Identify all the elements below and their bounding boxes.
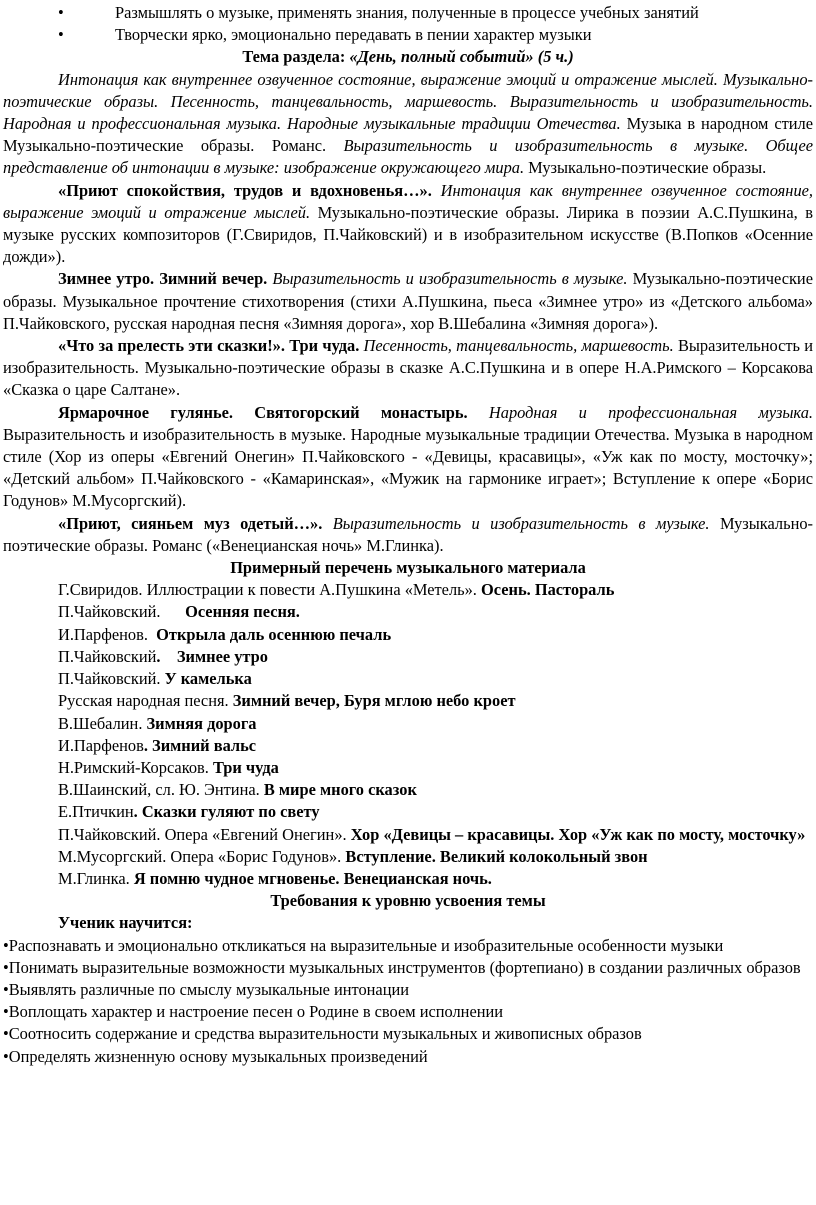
- repertoire-item: [3, 668, 813, 690]
- bullet-icon: •: [58, 3, 64, 22]
- bullet-icon: •: [3, 957, 9, 977]
- repertoire-work: Хор «Девицы – красавицы. Хор «Уж как по мосту, мосточку»: [350, 824, 806, 844]
- intro-plain-2: Музыкально-поэтические образы.: [524, 158, 767, 178]
- repertoire-composer: П.Чайковский: [58, 646, 157, 666]
- repertoire-work: Осень. Пастораль: [481, 580, 615, 600]
- repertoire-composer: И.Парфенов.: [58, 624, 157, 644]
- repertoire-composer: Н.Римский-Корсаков.: [58, 757, 213, 777]
- repertoire-item: [3, 713, 813, 735]
- repertoire-item: [3, 801, 813, 823]
- section-title: [3, 46, 813, 68]
- section-title-hours: (5 ч.): [533, 47, 574, 67]
- repertoire-composer: В.Шебалин.: [58, 713, 147, 733]
- repertoire-list: [3, 579, 813, 890]
- repertoire-composer: Г.Свиридов. Иллюстрации к повести А.Пушкина «Метель».: [58, 580, 482, 600]
- topic-italic: Выразительность и изобразительность в музыке.: [322, 513, 710, 533]
- repertoire-composer: М.Мусоргский. Опера «Борис Годунов».: [58, 846, 346, 866]
- repertoire-work: В мире много сказок: [263, 780, 417, 800]
- repertoire-composer: М.Глинка.: [58, 868, 134, 888]
- bullet-icon: •: [3, 979, 9, 999]
- repertoire-work: У камелька: [164, 669, 252, 689]
- repertoire-title: Примерный перечень музыкального материала: [230, 558, 586, 578]
- repertoire-work: Открыла даль осеннюю печаль: [156, 624, 392, 644]
- topic-paragraph: [3, 335, 813, 402]
- intro-italic-2: Выразительность и изобразительность в музыке. Общее представление об интонации в музыке: изображение окружающего мира.: [3, 136, 813, 178]
- topic-title: Ярмарочное гулянье. Святогорский монастырь.: [58, 402, 468, 422]
- intro-plain-1: Музыка в народном стиле Музыкально-поэтические образы. Романс.: [3, 114, 813, 156]
- repertoire-work: Три чуда: [212, 757, 279, 777]
- skill-text: Соотносить содержание и средства выразительности музыкальных и живописных образов: [8, 1024, 642, 1044]
- repertoire-item: [3, 690, 813, 712]
- skill-item: [3, 1046, 813, 1068]
- repertoire-work: Осенняя песня.: [185, 602, 300, 622]
- skill-item: [3, 979, 813, 1001]
- topic-paragraph: [3, 180, 813, 269]
- bullet-icon: •: [58, 25, 64, 45]
- topic-paragraph: [3, 513, 813, 557]
- repertoire-item: [3, 868, 813, 890]
- intro-italic-1: Интонация как внутреннее озвученное состояние, выражение эмоций и отражение мыслей. Музыкально-поэтические образы. Песенность, танцевальность, маршевость. Выразительность и изобразительность. Народная и профессиональная музыка. Народные музыкальные традиции Отечества.: [3, 69, 813, 134]
- topic-title: «Что за прелесть эти сказки!». Три чуда.: [58, 336, 360, 356]
- topic-title: Зимнее утро. Зимний вечер.: [58, 269, 268, 289]
- repertoire-item: [3, 624, 813, 646]
- repertoire-item: [3, 779, 813, 801]
- repertoire-item: [3, 601, 813, 623]
- repertoire-item: [3, 579, 813, 601]
- skill-item: [3, 935, 813, 957]
- topic-title: «Приют, сияньем муз одетый…».: [58, 513, 323, 533]
- topic-paragraph: [3, 268, 813, 335]
- intro-paragraph: [3, 69, 813, 180]
- bullet-icon: •: [3, 1002, 9, 1022]
- bullet-text: Размышлять о музыке, применять знания, полученные в процессе учебных занятий: [115, 3, 699, 22]
- repertoire-work: . Зимнее утро: [156, 646, 268, 666]
- section-title-prefix: Тема раздела:: [242, 47, 350, 67]
- skill-item: [3, 1001, 813, 1023]
- bullet-item: [3, 24, 813, 46]
- bullet-icon: •: [3, 935, 9, 955]
- topic-text: Музыкально-поэтические образы. Романс («Венецианская ночь» М.Глинка).: [3, 513, 813, 555]
- repertoire-item: [3, 824, 813, 846]
- repertoire-item: [3, 757, 813, 779]
- repertoire-item: [3, 735, 813, 757]
- repertoire-composer: П.Чайковский.: [58, 669, 165, 689]
- repertoire-item: [3, 646, 813, 668]
- repertoire-work: Зимний вечер, Буря мглою небо кроет: [232, 691, 516, 711]
- topic-italic: Интонация как внутреннее озвученное состояние, выражение эмоций и отражение мыслей.: [3, 180, 814, 222]
- skill-text: Понимать выразительные возможности музыкальных инструментов (фортепиано) в создании различных образов: [8, 957, 801, 977]
- skill-text: Выявлять различные по смыслу музыкальные интонации: [8, 979, 410, 999]
- repertoire-work: . Зимний вальс: [143, 735, 257, 755]
- bullet-item: [3, 2, 813, 24]
- repertoire-composer: П.Чайковский. Опера «Евгений Онегин».: [58, 824, 351, 844]
- topic-italic: Выразительность и изобразительность в музыке.: [267, 269, 628, 289]
- bullet-icon: •: [3, 1046, 9, 1066]
- repertoire-composer: В.Шаинский, сл. Ю. Энтина.: [58, 780, 264, 800]
- topic-italic: Народная и профессиональная музыка.: [467, 402, 813, 422]
- student-label: Ученик научится:: [58, 913, 193, 933]
- repertoire-composer: Русская народная песня.: [58, 691, 233, 711]
- skill-text: Распознавать и эмоционально откликаться на выразительные и изобразительные особенности музыки: [8, 935, 724, 955]
- skill-item: [3, 957, 813, 979]
- repertoire-work: . Сказки гуляют по свету: [133, 802, 320, 822]
- repertoire-work: Зимняя дорога: [146, 713, 257, 733]
- bullet-icon: •: [3, 1024, 9, 1044]
- repertoire-composer: И.Парфенов: [58, 735, 144, 755]
- topic-text: Выразительность и изобразительность. Музыкально-поэтические образы в сказке А.С.Пушкина и в опере Н.А.Римского – Корсакова «Сказка о царе Салтане».: [3, 336, 813, 400]
- topic-italic: Песенность, танцевальность, маршевость.: [359, 336, 674, 356]
- topic-text: Музыкально-поэтические образы. Музыкальное прочтение стихотворения (стихи А.Пушкина, пьеса «Зимнее утро» из «Детского альбома» П.Чайковского, русская народная песня «Зимняя дорога», хор В.Шебалина «Зимняя дорога»).: [3, 269, 813, 333]
- repertoire-work: Вступление. Великий колокольный звон: [345, 846, 648, 866]
- repertoire-work: Я помню чудное мгновенье. Венецианская ночь.: [133, 868, 492, 888]
- topic-text: Выразительность и изобразительность в музыке. Народные музыкальные традиции Отечества. Музыка в народном стиле (Хор из оперы «Евгений Онегин» П.Чайковского - «Девицы, красавицы», «Уж как по мосту, мосточку»; «Детский альбом» П.Чайковского - «Камаринская», «Мужик на гармонике играет»; Вступление к опере «Борис Годунов» М.Мусоргский).: [3, 424, 813, 511]
- skill-text: Определять жизненную основу музыкальных произведений: [8, 1046, 428, 1066]
- bullet-text: Творчески ярко, эмоционально передавать в пении характер музыки: [115, 25, 592, 45]
- topic-text: Музыкально-поэтические образы. Лирика в поэзии А.С.Пушкина, в музыке русских композиторов (Г.Свиридов, П.Чайковский) и в изобразительном искусстве (В.Попков «Осенние дожди»).: [3, 202, 813, 267]
- skills-list: [3, 935, 813, 1068]
- skill-item: [3, 1023, 813, 1045]
- requirements-title: Требования к уровню усвоения темы: [270, 891, 546, 911]
- repertoire-item: [3, 846, 813, 868]
- topic-title: «Приют спокойствия, трудов и вдохновенья…».: [58, 180, 432, 200]
- section-title-name: «День, полный событий»: [349, 47, 534, 67]
- skill-text: Воплощать характер и настроение песен о Родине в своем исполнении: [8, 1002, 504, 1022]
- repertoire-composer: Е.Птичкин: [58, 802, 134, 822]
- repertoire-composer: П.Чайковский.: [58, 602, 186, 622]
- topic-paragraph: [3, 402, 813, 513]
